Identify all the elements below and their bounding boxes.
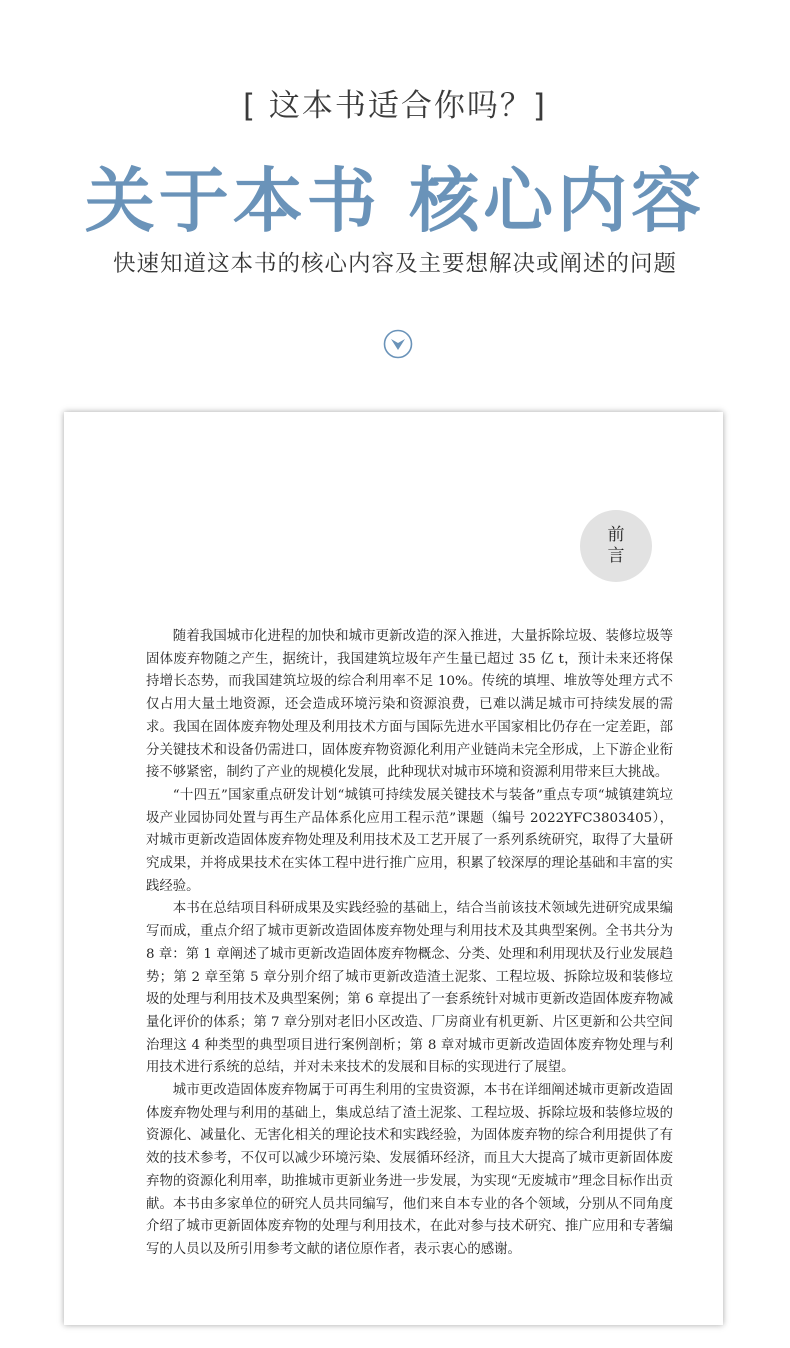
paragraph: 本书在总结项目科研成果及实践经验的基础上，结合当前该技术领域先进研究成果编写而成，重点介绍了城市更新改造固体废弃物处理与利用技术及其典型案例。全书共分为 8 章：第 1 章阐述了城市更新改造固体废弃物概念、分类、处理和利用现状及行业发展趋势；第 2 章至第 5 章分别介绍了城市更新改造渣土泥浆、工程垃圾、拆除垃圾和装修垃圾的处理与利用技术及典型案例；第 6 章提出了一套系统针对城市更新改造固体废弃物减量化评价的体系；第 7 章分别对老旧小区改造、厂房商业有机更新、片区更新和公共空间治理这 4 种类型的典型项目进行案例剖析；第 8 章对城市更新改造固体废弃物处理与利用技术进行系统的总结，并对未来技术的发展和目标的实现进行了展望。: [146, 901, 673, 1076]
page-title: 关于本书 核心内容: [84, 159, 706, 242]
preface-body: [146, 626, 673, 1262]
page-subtitle: 快速知道这本书的核心内容及主要想解决或阐述的问题: [112, 251, 677, 277]
paragraph: “十四五”国家重点研发计划“城镇可持续发展关键技术与装备”重点专项“城镇建筑垃圾产业园协同处置与再生产品体系化应用工程示范”课题（编号 2022YFC3803405），对城市更新改造固体废弃物处理及利用技术及工艺开展了一系列系统研究，取得了大量研究成果，并将成果技术在实体工程中进行推广应用，积累了较深厚的理论基础和丰富的实践经验。: [146, 787, 673, 894]
section-kicker: [ 这本书适合你吗？]: [242, 88, 548, 124]
preface-badge: [580, 510, 652, 582]
paragraph: 随着我国城市化进程的加快和城市更新改造的深入推进，大量拆除垃圾、装修垃圾等固体废弃物随之产生，据统计，我国建筑垃圾年产生量已超过 35 亿 t，预计未来还将保持增长态势，而我国建筑垃圾的综合利用率不足 10%。传统的填埋、堆放等处理方式不仅占用大量土地资源，还会造成环境污染和资源浪费，已难以满足城市可持续发展的需求。我国在固体废弃物处理及利用技术方面与国际先进水平国家相比仍存在一定差距，部分关键技术和设备仍需进口，固体废弃物资源化利用产业链尚未完全形成，上下游企业衔接不够紧密，制约了产业的规模化发展，此种现状对城市环境和资源利用带来巨大挑战。: [146, 629, 673, 781]
badge-char-2: 言: [607, 546, 625, 566]
paragraph: 城市更改造固体废弃物属于可再生利用的宝贵资源，本书在详细阐述城市更新改造固体废弃物处理与利用的基础上，集成总结了渣土泥浆、工程垃圾、拆除垃圾和装修垃圾的资源化、减量化、无害化相关的理论技术和实践经验，为固体废弃物的综合利用提供了有效的技术参考，不仅可以减少环境污染、发展循环经济，而且大大提高了城市更新固体废弃物的资源化利用率，助推城市更新业务进一步发展，为实现“无废城市”理念目标作出贡献。本书由多家单位的研究人员共同编写，他们来自本专业的各个领域，分别从不同角度介绍了城市更新固体废弃物的处理与利用技术，在此对参与技术研究、推广应用和专著编写的人员以及所引用参考文献的诸位原作者，表示衷心的感谢。: [146, 1083, 673, 1257]
chevron-down-circle-icon: [383, 329, 413, 359]
badge-char-1: 前: [607, 525, 625, 545]
